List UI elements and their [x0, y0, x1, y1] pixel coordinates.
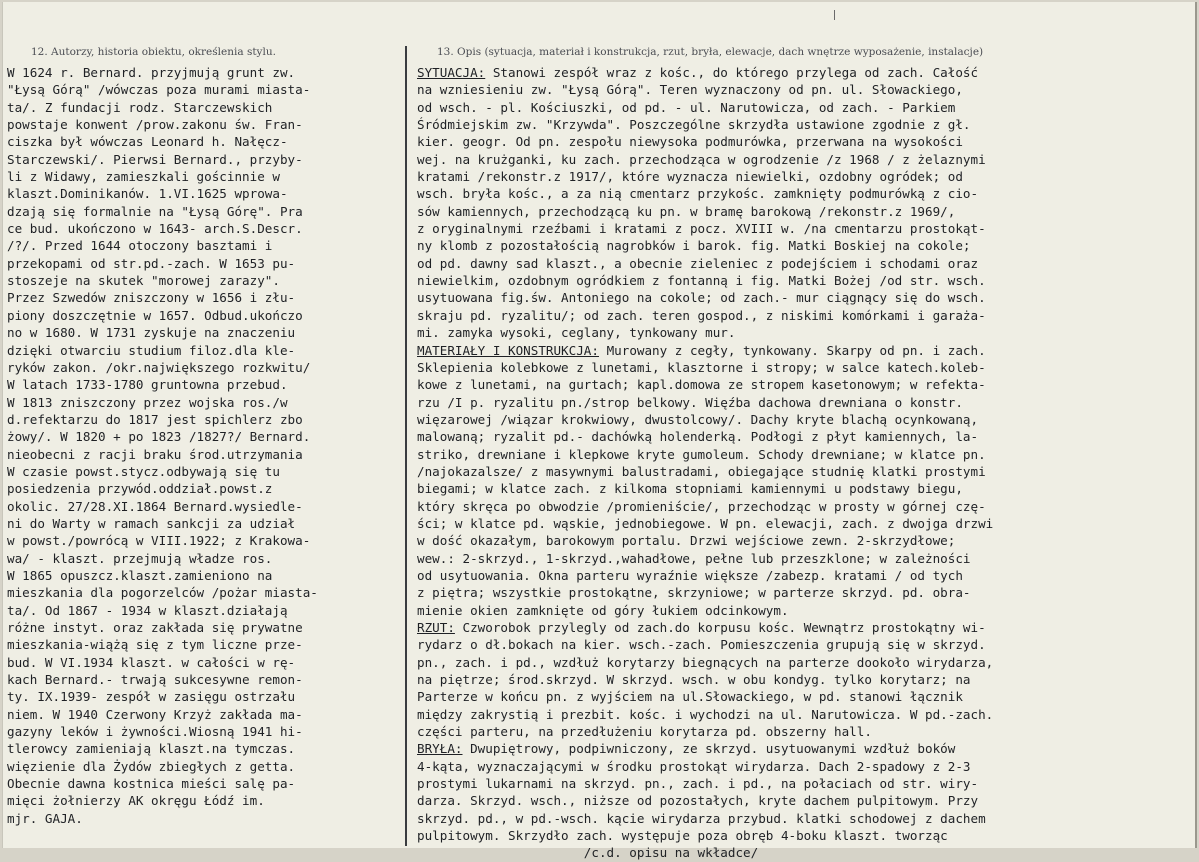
section-heading: SYTUACJA:: [417, 65, 486, 80]
description-text: od wsch. - pl. Kościuszki, od pd. - ul. Narutowicza, od zach. - Parkiem: [417, 99, 956, 115]
description-line: [417, 411, 1189, 428]
history-line: powstaje konwent /prow.zakonu św. Fran-: [7, 117, 303, 133]
description-text: /c.d. opisu na wkładce/: [417, 845, 759, 861]
description-text: pulpitowym. Skrzydło zach. występuje poza obręb 4-boku klaszt. tworząc: [417, 828, 948, 844]
history-line: ta/. Od 1867 - 1934 w klaszt.działają: [7, 602, 288, 618]
description-text: skraju pd. ryzalitu/; od zach. teren gospod., z niskimi komórkami i garaża-: [417, 307, 986, 323]
history-line: li z Widawy, zamieszkali gościnnie w: [7, 169, 280, 185]
description-text: Śródmiejskim zw. "Krzywda". Poszczególne skrzydła ustawione zgodnie z gł.: [417, 117, 971, 133]
description-text: Parterze w końcu pn. z wyjściem na ul.Słowackiego, w pd. stanowi łącznik: [417, 689, 963, 705]
description-line: [417, 255, 1189, 272]
description-line: [417, 203, 1189, 220]
history-line: ty. IX.1939- zespół w zasięgu ostrzału: [7, 689, 296, 705]
description-text: na wzniesieniu zw. "Łysą Górą". Teren wyznaczony od pn. ul. Słowackiego,: [417, 82, 963, 98]
history-line: W 1813 zniszczony przez wojska ros./w: [7, 394, 288, 410]
description-text: mi. zamyka wysoki, ceglany, tynkowany mur.: [417, 325, 736, 341]
description-line: [417, 394, 1189, 411]
description-text: rydarz o dł.bokach na kier. wsch.-zach. Pomieszczenia grupują się w skrzyd.: [417, 637, 986, 653]
section-13-header: 13. Opis (sytuacja, materiał i konstrukcja, rzut, bryła, elewacje, dach wnętrze wyposażenie, instalacje): [437, 46, 984, 58]
history-line: wa/ - klaszt. przejmują władze ros.: [7, 550, 273, 566]
description-line: [417, 480, 1189, 497]
description-text: rzu /I p. ryzalitu pn./strop belkowy. Więźba dachowa drewniana o konstr.: [417, 394, 963, 410]
description-text: biegami; w klatce zach. z kilkoma stopniami kamiennymi u podstawy biegu,: [417, 481, 963, 497]
history-line: mieszkania dla pogorzelców /pożar miasta-: [7, 585, 318, 601]
description-text: niewielkim, ozdobnym ogródkiem z fontanną i fig. Matki Bożej /od str. wsch.: [417, 273, 986, 289]
description-line: [417, 168, 1189, 185]
description-text: od pd. dawny sad klaszt., a obecnie zieleniec z podejściem i schodami oraz: [417, 255, 979, 271]
description-text: wew.: 2-skrzyd., 1-skrzyd.,wahadłowe, pełne lub przeszklone; w zależności: [417, 550, 971, 566]
description-line: [417, 515, 1189, 532]
description-line: [417, 307, 1189, 324]
history-line: żowy/. W 1820 + po 1823 /1827?/ Bernard.: [7, 429, 311, 445]
description-line: [417, 550, 1189, 567]
description-text: z piętra; wszystkie prostokątne, skrzyniowe; w parterze skrzyd. pd. obra-: [417, 585, 971, 601]
history-line: posiedzenia przywód.oddział.powst.z: [7, 481, 273, 497]
section-heading: MATERIAŁY I KONSTRUKCJA:: [417, 342, 599, 358]
history-line: dzają się formalnie na "Łysą Górę". Pra: [7, 203, 303, 219]
description-line: [417, 289, 1189, 306]
description-text: ści; w klatce pd. wąskie, jednobiegowe. W pn. elewacji, zach. z dwojga drzwi: [417, 515, 994, 531]
description-text: darza. Skrzyd. wsch., niższe od pozostałych, kryte dachem pulpitowym. Przy: [417, 793, 979, 809]
description-line: [417, 792, 1189, 809]
history-line: okolic. 27/28.XI.1864 Bernard.wysiedle-: [7, 498, 303, 514]
history-line: ta/. Z fundacji rodz. Starczewskich: [7, 99, 273, 115]
description-text: Murowany z cegły, tynkowany. Skarpy od pn. i zach.: [598, 342, 986, 358]
history-line: Obecnie dawna kostnica mieści salę pa-: [7, 776, 296, 792]
description-text: od usytuowania. Okna parteru wyraźnie większe /zabezp. kratami / od tych: [417, 567, 963, 583]
description-text: który skręca po obwodzie /promieniście/, przechodząc w prosty w górnej czę-: [417, 498, 986, 514]
description-line: [417, 827, 1189, 844]
description-text: striko, drewniane i klepkowe kryte gumoleum. Schody drewniane; w klatce pn.: [417, 446, 986, 462]
description-text: mienie okien zamknięte od góry łukiem odcinkowym.: [417, 602, 789, 618]
description-text: 4-kąta, wyznaczającymi w środku prostokąt wirydarza. Dach 2-spadowy z 2-3: [417, 758, 971, 774]
section-heading: BRYŁA:: [417, 741, 463, 757]
description-line: [417, 324, 1189, 341]
history-line: ni do Warty w ramach sankcji za udział: [7, 515, 296, 531]
description-line: [417, 567, 1189, 584]
description-line: [417, 359, 1189, 376]
history-line: mjr. GAJA.: [7, 810, 83, 826]
history-line: dzięki otwarciu studium filoz.dla kle-: [7, 342, 296, 358]
description-line: [417, 99, 1189, 116]
history-line: no w 1680. W 1731 zyskuje na znaczeniu: [7, 325, 296, 341]
description-line: [417, 81, 1189, 98]
history-line: kach Bernard.- trwają sukcesywne remon-: [7, 672, 303, 688]
description-text: prostymi lukarnami na skrzyd. pn., zach. i pd., na połaciach od str. wiry-: [417, 776, 979, 792]
history-line: stoszeje na skutek "morowej zarazy".: [7, 273, 280, 289]
description-text: więzarowej /wiązar krokwiowy, dwustolcowy/. Dachy kryte blachą ocynkowaną,: [417, 411, 979, 427]
description-text: usytuowana fig.św. Antoniego na cokole; od zach.- mur ciągnący się do wsch.: [417, 290, 986, 306]
history-line: W czasie powst.stycz.odbywają się tu: [7, 463, 280, 479]
history-line: ciszka był wówczas Leonard h. Nałęcz-: [7, 134, 288, 150]
history-line: nieobecni z racji braku środ.utrzymania: [7, 446, 303, 462]
history-line: /?/. Przed 1644 otoczony basztami i: [7, 238, 273, 254]
description-text: Stanowi zespół wraz z kośc., do którego przylega od zach. Całość: [485, 65, 979, 80]
description-line: [417, 116, 1189, 133]
description-text: malowaną; ryzalit pd.- dachówką holenderką. Podłogi z płyt kamiennych, la-: [417, 429, 979, 445]
description-line: [417, 220, 1189, 237]
description-text: sów kamiennych, przechodzącą ku pn. w bramę barokową /rekonstr.z 1969/,: [417, 203, 956, 219]
description-line: [417, 532, 1189, 549]
description-line: [417, 584, 1189, 601]
history-line: mięci żołnierzy AK okręgu Łódź im.: [7, 793, 265, 809]
column-divider: [405, 46, 407, 846]
description-line: [417, 342, 1189, 359]
description-line: [417, 185, 1189, 202]
description-line: [417, 706, 1189, 723]
description-line: [417, 602, 1189, 619]
history-line: przekopami od str.pd.-zach. W 1653 pu-: [7, 255, 296, 271]
description-line: [417, 272, 1189, 289]
description-text: Sklepienia kolebkowe z lunetami, klasztorne i stropy; w salce katech.koleb-: [417, 359, 986, 375]
description-text: pn., zach. i pd., wzdłuż korytarzy biegnących na parterze dookoło wirydarza,: [417, 654, 994, 670]
description-text: Czworobok przylegly od zach.do korpusu kośc. Wewnątrz prostokątny wi-: [454, 620, 986, 635]
history-line: niem. W 1940 Czerwony Krzyż zakłada ma-: [7, 706, 303, 722]
description-text: Dwupiętrowy, podpiwniczony, ze skrzyd. usytuowanymi wzdłuż boków: [462, 741, 956, 757]
description-line: [417, 428, 1189, 445]
description-line: [417, 723, 1189, 740]
description-line: [417, 151, 1189, 168]
history-line: "Łysą Górą" /wówczas poza murami miasta-: [7, 82, 311, 98]
history-line: W 1865 opuszcz.klaszt.zamieniono na: [7, 567, 273, 583]
description-text: z oryginalnymi rzeźbami i kratami z pocz. XVIII w. /na cmentarzu prostokąt-: [417, 221, 986, 237]
history-line: tlerowcy zamieniają klaszt.na tymczas.: [7, 741, 296, 757]
description-line: [417, 463, 1189, 480]
description-text: kratami /rekonstr.z 1917/, które wyznacza niewielki, ozdobny ogródek; od: [417, 169, 963, 185]
catalog-card: [2, 2, 1197, 861]
history-line: klaszt.Dominikanów. 1.VI.1625 wprowa-: [7, 186, 288, 202]
description-text-column: [417, 64, 1189, 862]
history-line: ryków zakon. /okr.największego rozkwitu/: [7, 359, 311, 375]
history-line: Starczewski/. Pierwsi Bernard., przyby-: [7, 151, 303, 167]
description-text: wsch. bryła kośc., a za nią cmentarz przykośc. zamknięty podmurówką z cio-: [417, 186, 979, 202]
description-text: kowe z lunetami, na gurtach; kapl.domowa ze stropem kasetonowym; w refekta-: [417, 377, 986, 393]
history-line: Przez Szwedów zniszczony w 1656 i złu-: [7, 290, 296, 306]
section-12-header: 12. Autorzy, historia obiektu, określenia stylu.: [31, 46, 276, 58]
history-line: W latach 1733-1780 gruntowna przebud.: [7, 377, 288, 393]
description-text: /najokazalsze/ z masywnymi balustradami, obiegające studnię klatki prostymi: [417, 463, 986, 479]
history-line: więzienie dla Żydów zbiegłych z getta.: [7, 758, 296, 774]
description-line: [417, 446, 1189, 463]
history-line: mieszkania-wiążą się z tym liczne prze-: [7, 637, 303, 653]
description-text: między zakrystią i prezbit. kośc. i wychodzi na ul. Narutowicza. W pd.-zach.: [417, 706, 994, 722]
history-line: ce bud. ukończono w 1643- arch.S.Descr.: [7, 221, 303, 237]
description-line: [417, 688, 1189, 705]
description-line: [417, 237, 1189, 254]
description-line: [417, 133, 1189, 150]
description-line: [417, 619, 1189, 636]
description-text: części parteru, na przedłużeniu korytarza pd. obszerny hall.: [417, 724, 872, 740]
description-text: wej. na krużganki, ku zach. przechodząca w ogrodzenie /z 1968 / z żelaznymi: [417, 151, 986, 167]
description-line: [417, 671, 1189, 688]
history-line: różne instyt. oraz zakłada się prywatne: [7, 620, 303, 635]
history-line: bud. W VI.1934 klaszt. w całości w rę-: [7, 654, 296, 670]
description-text: ny klomb z pozostałością nagrobków i barok. fig. Matki Boskiej na cokole;: [417, 238, 971, 254]
description-line: [417, 844, 1189, 861]
history-line: gazyny leków i żywności.Wiosną 1941 hi-: [7, 724, 303, 740]
description-line: [417, 64, 1189, 81]
description-line: [417, 758, 1189, 775]
history-line: d.refektarzu do 1817 jest spichlerz zbo: [7, 411, 303, 427]
description-line: [417, 740, 1189, 757]
description-text: w dość okazałym, barokowym portalu. Drzwi wejściowe zewn. 2-skrzydłowe;: [417, 533, 956, 549]
description-text: na piętrze; środ.skrzyd. W skrzyd. wsch. w obu kondyg. tylko korytarz; na: [417, 672, 971, 688]
description-line: [417, 654, 1189, 671]
description-line: [417, 810, 1189, 827]
description-line: [417, 498, 1189, 515]
history-text-column: [7, 64, 403, 827]
description-line: [417, 775, 1189, 792]
history-line: w powst./powrócą w VIII.1922; z Krakowa-: [7, 533, 311, 549]
description-line: [417, 376, 1189, 393]
description-line: [417, 636, 1189, 653]
history-line: piony doszczętnie w 1657. Odbud.ukończo: [7, 307, 303, 323]
section-heading: RZUT:: [417, 620, 455, 635]
description-text: kier. geogr. Od pn. zespołu niewysoka podmurówka, przerwana na wysokości: [417, 134, 963, 150]
history-line: W 1624 r. Bernard. przyjmują grunt zw.: [7, 65, 296, 80]
description-text: skrzyd. pd., w pd.-wsch. kącie wirydarza przybud. klatki schodowej z dachem: [417, 810, 986, 826]
top-tick-mark: [834, 10, 835, 20]
